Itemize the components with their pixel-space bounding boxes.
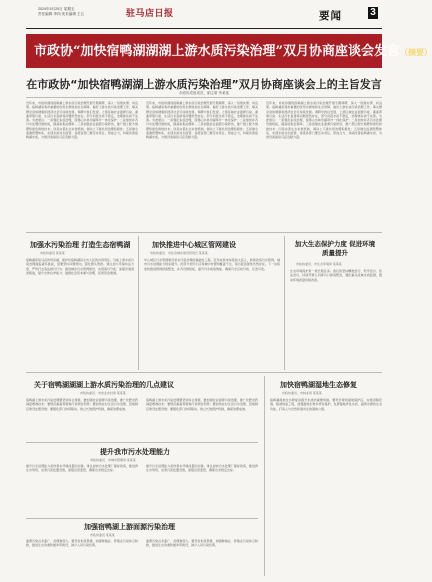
banner-headline [34,40,432,59]
article-body-cont: 面源污染点多面广，治理难度大。要坚持系统思维，加强种植业、养殖业污染综合防控，推进生态沟渠和缓冲带建设，减少入河污染负荷。 [146,539,258,548]
article-headline: 提升我市污水处理能力 [100,448,170,456]
article-headline: 关于宿鸭湖湖湖上游水质污染治理的几点建议 [34,381,174,389]
article-body: 宿鸭湖上游水质污染治理要坚持综合施策。要加强农业面源污染治理，推广化肥农药减量增效技术；要规范畜禽养殖粪污资源化利用；要加快农村生活污水治理，因地制宜建设处理设施；要强化部门协同联动，建立长效管护机制，确保治理成效。 [26,398,138,411]
article-headline: 加强水污染治理 打造生态宿鸭湖 [30,241,131,249]
editor-credit: 责任编辑 李四 美术编辑 王五 [38,12,85,16]
article-headline: 加快推进中心城区管网建设 [152,241,236,249]
main-article-byline: 市政协党组成员、副主席 李某某 [179,91,229,95]
section-title: 要闻 [319,10,342,22]
divider [26,372,382,373]
main-article-body-col2: 近年来，市政协围绕宿鸭湖上游水质污染治理开展专题调研，深入一线察实情、问良策。宿鸭湖是我市重要的饮用水源地和生态屏障，做好上游水质污染治理工作，事关群众身体健康和经济社会可持续发展。调研中我们发现，上游区域农业面源污染、畜禽养殖污染、生活污水直排等问题依然存在，部分河段水质不稳定，治理体系尚不完善。为此建议：一是强化系统治理，统筹山水林田湖草沙一体化保护；二是加快补齐污水处理设施短板，提高收集处理率；三是加强农业面源污染防治，推广测土配方施肥和绿色防控技术；四是完善生态补偿机制，调动上下游共同治理积极性；五是健全监测预警体系，实现水质动态监管。各级各部门要压实责任，形成合力，持续改善宿鸭湖水质，为建设美丽驻马店贡献力量。 [146,101,258,140]
banner-tag: （摘要） [399,47,432,57]
article-headline: 加快宿鸭湖湿地生态修复 [280,381,357,389]
article-headline-text: 加大生态保护力度 促进环境质量提升 [294,240,376,257]
masthead-rule [26,28,382,29]
article-body: 面源污染点多面广，治理难度大。要坚持系统思维，加强种植业、养殖业污染综合防控，推进生态沟渠和缓冲带建设，减少入河污染负荷。 [26,539,138,548]
banner-headline-text: 市政协“加快宿鸭湖湖湖上游水质污染治理”双月协商座谈会发言 [34,44,400,59]
article-body: 提升污水处理能力是改善水环境质量的关键。建议加快污水处理厂提标改造，推进再生水利用，完善污泥处置设施，加强运营监管，确保出水稳定达标。 [26,464,138,473]
issue-date: 2024年9月20日 星期五 [38,7,75,11]
article-body-cont: 宿鸭湖上游水质污染治理要坚持综合施策。要加强农业面源污染治理，推广化肥农药减量增效技术；要规范畜禽养殖粪污资源化利用；要加快农村生活污水治理，因地制宜建设处理设施；要强化部门协同联动，建立长效管护机制，确保治理成效。 [146,398,258,411]
page-number: 3 [368,7,378,19]
article-byline: 市政协委员、市林业局 某某某 [282,391,322,395]
article-byline: 市政协委员、市城市管理局 某某某 [90,458,136,462]
main-article-body-col1: 近年来，市政协围绕宿鸭湖上游水质污染治理开展专题调研，深入一线察实情、问良策。宿鸭湖是我市重要的饮用水源地和生态屏障，做好上游水质污染治理工作，事关群众身体健康和经济社会可持续发展。调研中我们发现，上游区域农业面源污染、畜禽养殖污染、生活污水直排等问题依然存在，部分河段水质不稳定，治理体系尚不完善。为此建议：一是强化系统治理，统筹山水林田湖草沙一体化保护；二是加快补齐污水处理设施短板，提高收集处理率；三是加强农业面源污染防治，推广测土配方施肥和绿色防控技术；四是完善生态补偿机制，调动上下游共同治理积极性；五是健全监测预警体系，实现水质动态监管。各级各部门要压实责任，形成合力，持续改善宿鸭湖水质，为建设美丽驻马店贡献力量。 [26,101,138,140]
main-article-body-col3: 近年来，市政协围绕宿鸭湖上游水质污染治理开展专题调研，深入一线察实情、问良策。宿鸭湖是我市重要的饮用水源地和生态屏障，做好上游水质污染治理工作，事关群众身体健康和经济社会可持续发展。调研中我们发现，上游区域农业面源污染、畜禽养殖污染、生活污水直排等问题依然存在，部分河段水质不稳定，治理体系尚不完善。为此建议：一是强化系统治理，统筹山水林田湖草沙一体化保护；二是加快补齐污水处理设施短板，提高收集处理率；三是加强农业面源污染防治，推广测土配方施肥和绿色防控技术；四是完善生态补偿机制，调动上下游共同治理积极性；五是健全监测预警体系，实现水质动态监管。各级各部门要压实责任，形成合力，持续改善宿鸭湖水质，为建设美丽驻马店贡献力量。 [266,101,382,140]
divider [26,442,258,443]
article-byline: 市政协委员、市农业农村局 某某某 [80,391,126,395]
article-byline: 市政协委员、市住房城乡建设局局长 某某某 [150,251,208,255]
column-divider [138,236,139,370]
article-body-cont: 提升污水处理能力是改善水环境质量的关键。建议加快污水处理厂提标改造，推进再生水利用，完善污泥处置设施，加强运营监管，确保出水稳定达标。 [146,464,258,473]
divider [26,518,258,519]
article-byline: 市政协委员 某某某 [40,251,65,255]
article-body: 宿鸭湖湿地生态修复是提升水质的重要举措。要科学规划湿地保护区，实施退耕还湿、植被恢复工程，加强湿地生物多样性保护，发挥湿地净化水质、涵养水源的生态功能，打造人与自然和谐共生的湿地公园。 [270,398,382,411]
column-divider [264,376,265,576]
main-article-headline: 在市政协“加快宿鸭湖湖上游水质污染治理”双月协商座谈会上的主旨发言 [26,78,382,91]
article-body: 生态环境保护是一项长期任务。我们将坚持精准治污、科学治污、依法治污，持续开展入河排污口排查整治，强化重点流域水质监测，推动环境质量持续改善。 [290,269,382,282]
headline-banner [26,34,432,68]
issue-meta [38,7,118,17]
divider [26,232,382,233]
article-body: 宿鸭湖是驻马店的母亲湖，保护好宿鸭湖是全市人民的共同责任。当前上游水质污染治理面临诸多挑战，需要坚持问题导向，强化源头管控。建议加大环保执法力度，严厉打击违法排污行为；推进城乡污水管网建设，实现雨污分流；加强河道清淤疏浚，提升水体自净能力；鼓励社会资本参与治理，拓宽资金渠道。 [26,258,135,275]
article-byline: 市政协委员、市生态环境局 某某某 [296,262,342,266]
column-divider [284,236,285,370]
article-byline: 市政协委员 某某某 [90,533,115,537]
divider [26,97,382,98]
newspaper-logo: 驻马店日报 [126,9,174,19]
article-body: 中心城区污水管网建设是水污染治理的基础性工程。近年来我市持续加大投入，新建改造污水管网，城市污水处理能力稳步提升。但部分老旧小区和城中村管网覆盖不全，雨污混流现象仍然存在。下一步将加快推进管网排查整治，补齐设施短板，提升污水收集效能，确保污水应收尽收、应治尽治。 [144,258,280,271]
article-headline [292,240,378,258]
article-headline: 加强宿鸭湖上游面源污染治理 [84,523,175,531]
